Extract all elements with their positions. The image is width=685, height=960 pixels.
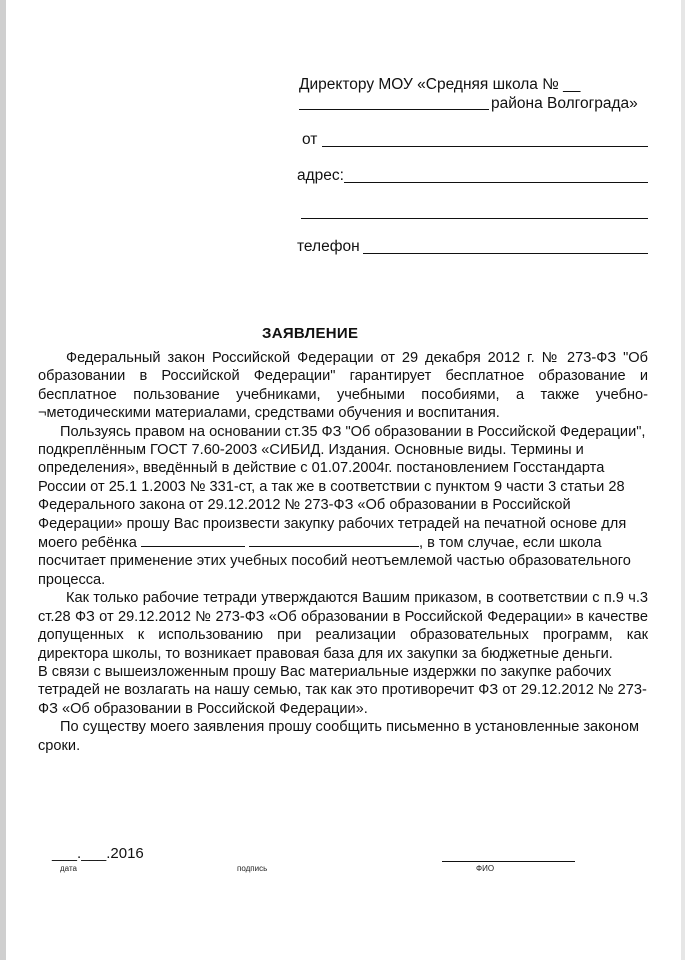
paragraph-2-part-2: , в том случае, если школа посчитает применение этих учебных пособий неотъемлемой частью образовательного процесса. (38, 535, 631, 588)
paragraph-2 (38, 423, 648, 590)
document-body (38, 349, 648, 755)
scan-edge-right (681, 0, 685, 960)
paragraph-1: Федеральный закон Российской Федерации от 29 декабря 2012 г. № 273-ФЗ "Об образовании в Российской Федерации" гарантирует бесплатное образование и бесплатное пользование учебниками, учебными пособиями, а также учебно-¬методическими материалами, средствами обучения и воспитания. (38, 350, 648, 422)
signature-caption: подпись (237, 864, 268, 873)
addressee-line-1: Директору МОУ «Средняя школа № __ (299, 76, 581, 93)
addressee-line-2: района Волгограда» (491, 95, 638, 112)
address-label: адрес: (297, 167, 344, 184)
from-blank-line (322, 146, 648, 147)
date-field: ___.___.2016 (52, 845, 144, 862)
phone-blank-line (363, 253, 648, 254)
phone-label: телефон (297, 238, 360, 255)
child-name-blank-1 (141, 533, 245, 547)
name-caption: ФИО (476, 864, 495, 873)
name-blank-line (442, 861, 575, 862)
address-blank-line-2 (301, 218, 648, 219)
document-title: ЗАЯВЛЕНИЕ (262, 325, 359, 342)
paragraph-5: По существу моего заявления прошу сообщить письменно в установленные законом сроки. (38, 719, 640, 754)
from-label: от (302, 131, 318, 148)
district-blank-line (299, 109, 489, 110)
paragraph-4: В связи с вышеизложенным прошу Вас материальные издержки по закупке рабочих тетрадей не возлагать на нашу семью, так как это противоречит ФЗ от 29.12.2012 № 273-ФЗ «Об образовании в Российской Федерации». (38, 663, 647, 717)
address-blank-line (344, 182, 648, 183)
scan-edge-left (0, 0, 6, 960)
date-caption: дата (60, 864, 77, 873)
paragraph-2-part-1: Пользуясь правом на основании ст.35 ФЗ "Об образовании в Российской Федерации", подкреплённым ГОСТ 7.60-2003 «СИБИД. Издания. Основные виды. Термины и определения», введённый в действие с 01.07.2004г. постановлением Госстандарта России от 25.1 1.2003 № 331-ст, а так же в соответствии с пунктом 9 части 3 статьи 28 Федерального закона от 29.12.2012 № 273-ФЗ «Об образовании в Российской Федерации» прошу Вас произвести закупку рабочих тетрадей на печатной основе для моего ребёнка (38, 423, 646, 552)
paragraph-3: Как только рабочие тетради утверждаются Вашим приказом, в соответствии с п.9 ч.3 ст.28 ФЗ от 29.12.2012 № 273-ФЗ «Об образовании в Российской Федерации» в качестве допущенных к использованию при реализации образовательных программ, как директора школы, то возникает правовая база для их закупки за бюджетные деньги. (38, 590, 648, 662)
child-name-blank-2 (249, 533, 419, 547)
